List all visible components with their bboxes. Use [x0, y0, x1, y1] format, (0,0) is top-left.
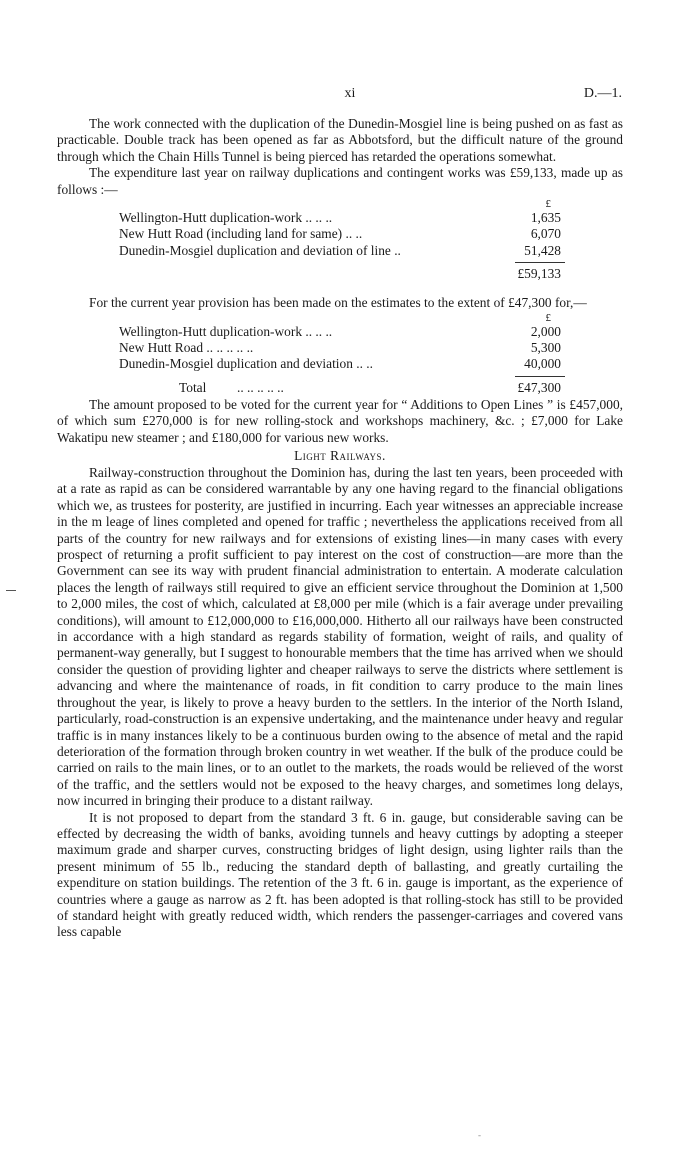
body-text	[57, 116, 623, 941]
row-label: New Hutt Road .. .. .. .. ..	[119, 340, 254, 355]
table-row	[57, 340, 623, 356]
row-label: Dunedin-Mosgiel duplication and deviation .. ..	[119, 356, 374, 372]
row-amount: 2,000	[530, 323, 561, 339]
table-row	[57, 324, 623, 340]
row-label: Wellington-Hutt duplication-work .. .. ..	[119, 210, 333, 226]
paragraph-expenditure-last-year: The expenditure last year on railway duplications and contingent works was £59,133, made up as follows :—	[57, 165, 623, 197]
page-mark: -	[478, 1130, 481, 1140]
row-label: New Hutt Road (including land for same) .. ..	[119, 226, 363, 242]
provision-table	[57, 312, 623, 397]
currency-symbol: £	[545, 198, 551, 211]
currency-symbol: £	[545, 311, 551, 324]
paragraph-duplication-work: The work connected with the duplication of the Dunedin-Mosgiel line is being pushed on as fast as practicable. Double track has been opened as far as Abbotsford, but the difficult nature of the ground through which the Chain Hills Tunnel is being pierced has retarded the operations somewhat.	[57, 116, 623, 164]
row-amount: 40,000	[524, 356, 561, 372]
total-label: Total	[179, 379, 207, 395]
row-label: Wellington-Hutt duplication-work .. .. ..	[119, 323, 333, 339]
paragraph-railway-construction: Railway-construction throughout the Dominion has, during the last ten years, been proceeded with at a rate as rapid as can be considered warrantable by any one having regard to the financial obligations which we, as trustees for posterity, are justified in incurring. Each year witnesses an appreciable increase in the m leage of lines completed and opened for traffic ; nevertheless the applications received from all parts of the country for new railways and for extensions of existing lines—in many cases with every prospect of returning a profit sufficient to pay interest on the cost of construction—are more than the Government can see its way with prudent financial administration to entertain. A moderate calculation places the length of railways still required to give an efficient service throughout the Dominion at 1,500 to 2,000 miles, the cost of which, calculated at £8,000 per mile (which is a fair average under prevailing conditions), will amount to £12,000,000 to £16,000,000. Hitherto all our railways have been constructed in accordance with a high standard as regards stability of formation, weight of rails, and quality of permanent-way generally, but I suggest to honourable members that the time has arrived when we should consider the question of providing lighter and cheaper railways to serve the districts where settlement is advancing and where the maintenance of roads, in fit condition to carry produce to the main lines throughout the year, is likely to prove a heavy burden to the settlers. In the interior of the North Island, particularly, road-construction is an expensive undertaking, and the maintenance under heavy and regular traffic is in many instances likely to be a continuous burden owing to the absence of metal and the rapid deterioration of the formation through broken country in wet weather. If the bulk of the produce could be carried on rails to the main lines, or to an outlet to the markets, the roads would be relieved of the worst of the traffic, and the settlers would not be exposed to the heavy charges, and sometimes long delays, now incurred in bringing their produce to a distant railway.	[57, 465, 623, 809]
total-row	[57, 379, 623, 397]
total-row	[57, 265, 623, 283]
table-row	[57, 226, 623, 242]
total-leader-dots: .. .. .. .. ..	[237, 379, 284, 395]
paragraph-additions-open-lines: The amount proposed to be voted for the current year for “ Additions to Open Lines ” is £457,000, of which sum £270,000 is for new rolling-stock and workshops machinery, &c. ; £7,000 for Lake Wakatipu new steamer ; and £180,000 for various new works.	[57, 396, 623, 445]
table-row	[57, 243, 623, 259]
paragraph-gauge: It is not proposed to depart from the standard 3 ft. 6 in. gauge, but considerable saving can be effected by decreasing the width of banks, avoiding tunnels and heavy cuttings by adopting a steeper maximum grade and sharper curves, constructing bridges of light design, using lighter rails than the present minimum of 55 lb., reducing the standard depth of ballasting, and greatly curtailing the expenditure on station buildings. The retention of the 3 ft. 6 in. gauge is important, as the experience of countries where a gauge as narrow as 2 ft. has been adopted is that rolling-stock has still to be provided of standard height with greatly reduced width, which renders the passenger-carriages and covered vans less capable	[57, 809, 623, 940]
total-amount: £47,300	[517, 379, 561, 395]
paragraph-current-year-provision: For the current year provision has been made on the estimates to the extent of £47,300 for,—	[89, 295, 587, 311]
row-amount: 6,070	[530, 226, 561, 242]
row-amount: 51,428	[524, 242, 561, 258]
page-number: xi	[344, 86, 356, 101]
row-amount: 1,635	[530, 210, 561, 226]
margin-mark	[6, 590, 16, 591]
total-amount: £59,133	[517, 266, 561, 282]
row-label: Dunedin-Mosgiel duplication and deviation of line ..	[119, 242, 401, 258]
table-row	[57, 210, 623, 226]
expenditure-table	[57, 198, 623, 283]
page-header	[0, 86, 700, 106]
document-reference: D.—1.	[583, 86, 622, 101]
section-heading-light-railways: Light Railways.	[294, 448, 386, 463]
row-amount: 5,300	[530, 340, 561, 355]
table-row	[57, 356, 623, 372]
